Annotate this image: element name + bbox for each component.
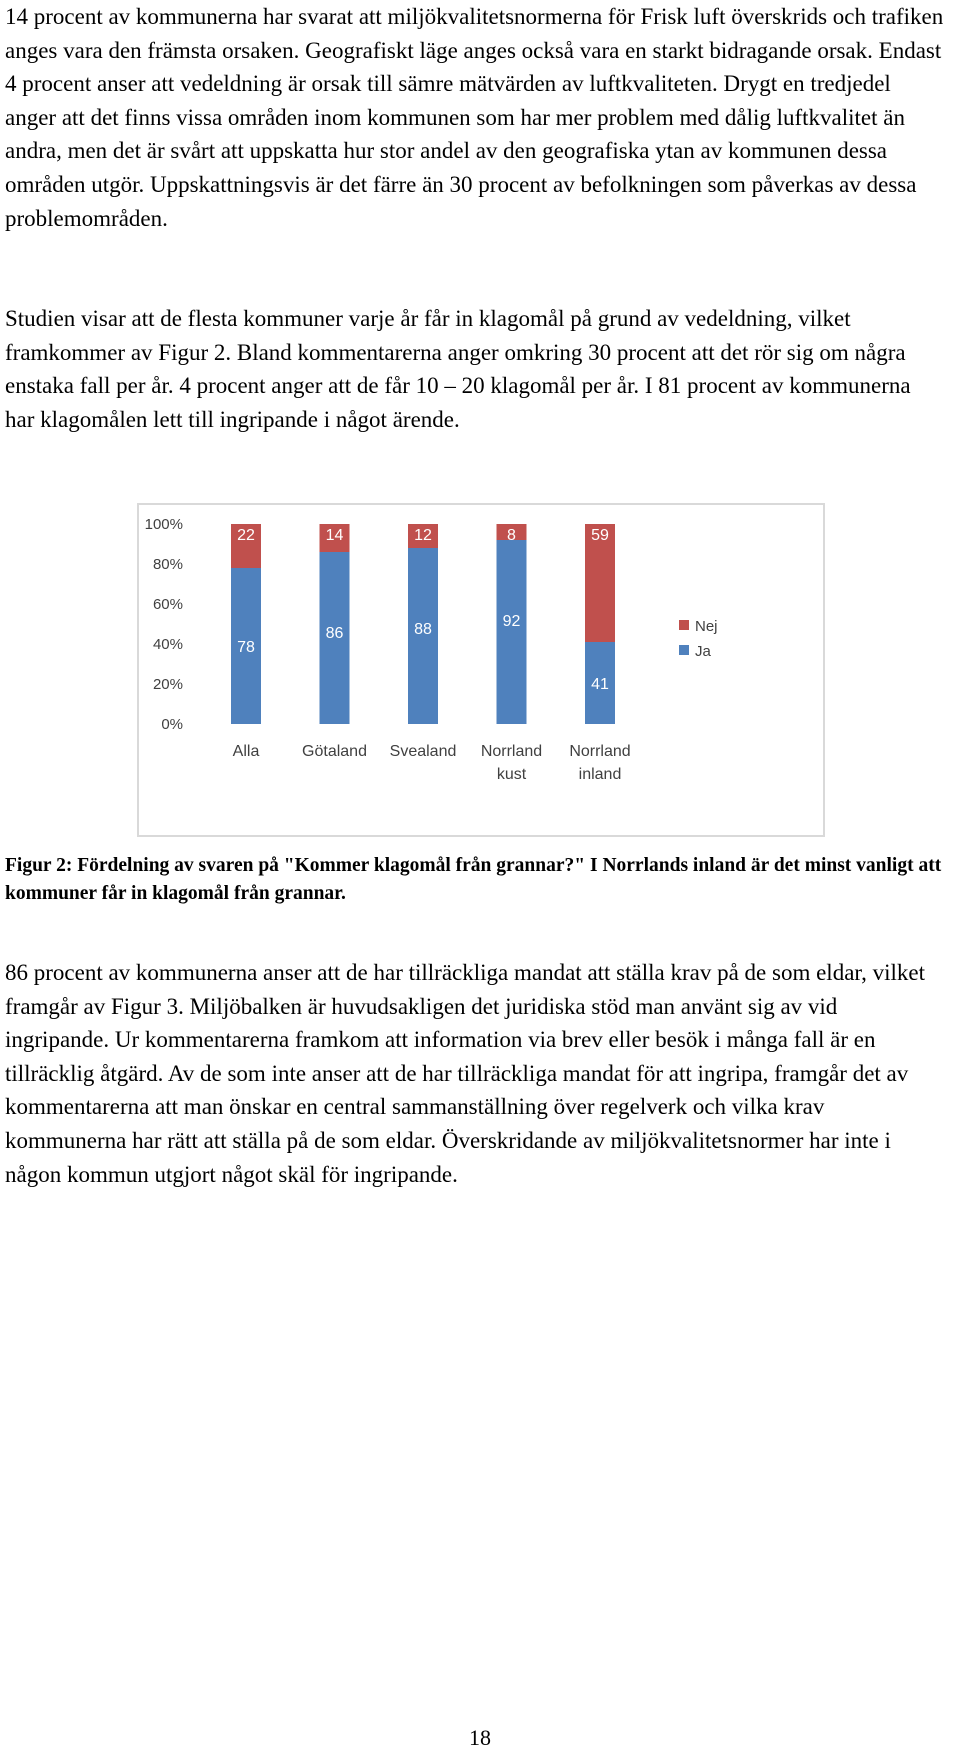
page-number: 18 bbox=[469, 1725, 491, 1750]
legend-swatch-nej bbox=[679, 620, 689, 630]
category-label: Alla bbox=[232, 743, 260, 760]
y-tick-label: 20% bbox=[152, 676, 183, 693]
y-tick-label: 100% bbox=[144, 516, 183, 533]
data-label-nej: 14 bbox=[325, 527, 344, 544]
data-label-ja: 86 bbox=[325, 625, 344, 642]
data-label-nej: 59 bbox=[591, 527, 609, 544]
paragraph-mandates: 86 procent av kommunerna anser att de har tillräckliga mandat att ställa krav på de som eldar, vilket framgår av Figur 3. Miljöbalken är huvudsakligen det juridiska stöd man använt sig av vid ingripande. Ur kommentarerna framkom att information via brev eller besök i många fall är en tillräcklig åtgärd. Av de som inte anser att de har tillräckliga mandat för att ingripa, framgår det av kommentarerna att man önskar en central sammanställning över regelverk och vilka krav kommunerna har rätt att ställa på de som eldar. Överskridande av miljökvalitetsnormer har inte i någon kommun utgjort något skäl för ingripande. bbox=[5, 960, 926, 1187]
y-tick-label: 40% bbox=[152, 636, 183, 653]
legend-swatch-ja bbox=[679, 645, 689, 655]
y-tick-label: 60% bbox=[152, 596, 183, 613]
paragraph-air-quality: 14 procent av kommunerna har svarat att miljökvalitetsnormerna för Frisk luft överskrids och trafiken anges vara den främsta orsaken. Geografiskt läge anges också vara en starkt bidragande orsak. Endast 4 procent anser att vedeldning är orsak till sämre mätvärden av luftkvaliteten. Drygt en tredjedel anger att det finns vissa områden inom kommunen som har mer problem med dålig luftkvalitet än andra, men det är svårt att uppskatta hur stor andel av den geografiska ytan av kommunen dessa områden utgör. Uppskattningsvis är det färre än 30 procent av befolkningen som påverkas av dessa problemområden. bbox=[5, 4, 944, 231]
category-label: inland bbox=[578, 766, 622, 783]
data-label-ja: 88 bbox=[414, 621, 432, 638]
stacked-bar-chart bbox=[139, 505, 823, 835]
category-label: Götaland bbox=[302, 743, 367, 760]
category-label: Norrland bbox=[569, 743, 631, 760]
category-label: Norrland bbox=[480, 743, 543, 760]
data-label-ja: 78 bbox=[237, 639, 255, 656]
bar-ja bbox=[497, 540, 527, 724]
y-tick-label: 80% bbox=[152, 556, 183, 573]
y-tick-label: 0% bbox=[161, 716, 183, 733]
figure-2-chart bbox=[137, 503, 825, 837]
figure-caption: Figur 2: Fördelning av svaren på "Kommer klagomål från grannar?" I Norrlands inland är det minst vanligt att kommuner får in klagomål från grannar. bbox=[5, 855, 942, 904]
data-label-nej: 22 bbox=[237, 527, 255, 544]
legend-label-ja: Ja bbox=[695, 643, 711, 660]
data-label-nej: 12 bbox=[414, 527, 432, 544]
data-label-nej: 8 bbox=[507, 527, 516, 544]
data-label-ja: 41 bbox=[591, 676, 609, 693]
legend-label-nej: Nej bbox=[695, 618, 718, 635]
category-label: kust bbox=[496, 766, 527, 783]
paragraph-complaints: Studien visar att de flesta kommuner varje år får in klagomål på grund av vedeldning, vilket framkommer av Figur 2. Bland kommentarerna anger omkring 30 procent att det rör sig om några enstaka fall per år. 4 procent anger att de får 10 – 20 klagomål per år. I 81 procent av kommunerna har klagomålen lett till ingripande i något ärende. bbox=[5, 306, 911, 432]
category-label: Svealand bbox=[389, 743, 457, 760]
data-label-ja: 92 bbox=[502, 613, 521, 630]
